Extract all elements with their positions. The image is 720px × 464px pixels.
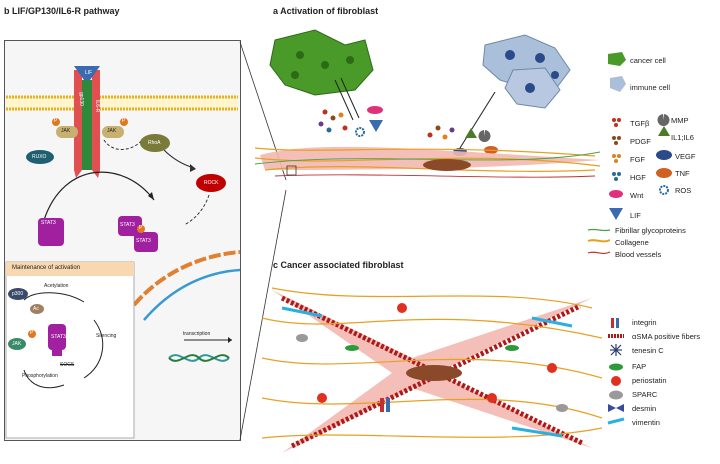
ros-icon bbox=[660, 186, 668, 194]
legend-integrin: integrin bbox=[632, 318, 657, 327]
acetylation-label: Acetylation bbox=[44, 283, 69, 289]
integrin-icon bbox=[611, 318, 614, 328]
immune-cell-icon bbox=[610, 76, 626, 92]
cell-membrane bbox=[6, 96, 238, 110]
cancer-cell-cluster bbox=[270, 30, 373, 95]
lif-receptor-label: LIF bbox=[85, 70, 93, 76]
legend-lif: LIF bbox=[630, 211, 641, 220]
panel-c-illustration bbox=[262, 278, 602, 462]
periostatin-icon bbox=[611, 376, 621, 386]
transcription-label: transcription bbox=[183, 331, 211, 337]
tnf-icon bbox=[656, 168, 672, 178]
legend-il1il6: IL1;IL6 bbox=[671, 133, 694, 142]
panel-c-title: c Cancer associated fibroblast bbox=[273, 260, 404, 270]
cancer-cell-icon bbox=[608, 52, 626, 66]
rock: ROCK bbox=[196, 174, 226, 192]
panel-a-illustration bbox=[255, 20, 605, 220]
rhoa: RhoA bbox=[140, 134, 170, 152]
legend-fap: FAP bbox=[632, 362, 647, 371]
acetyl-group: Ac bbox=[30, 304, 44, 314]
stat3-dimer-top: STAT3 bbox=[118, 216, 142, 236]
immune-cell-cluster bbox=[483, 35, 570, 108]
legend-vegf: VEGF bbox=[675, 152, 696, 161]
legend-immune-cell: immune cell bbox=[630, 83, 671, 92]
legend-hgf: HGF bbox=[630, 173, 646, 182]
gp130-label bbox=[84, 92, 90, 98]
desmin-icon bbox=[608, 404, 624, 412]
jak-right: JAK bbox=[102, 126, 124, 138]
phospho-right: P bbox=[120, 118, 128, 126]
legend-wnt: Wnt bbox=[630, 191, 644, 200]
maintenance-phospho: P bbox=[28, 330, 36, 338]
panel-a-title: a Activation of fibroblast bbox=[273, 6, 379, 16]
lif-gp130-il6r-receptor bbox=[74, 66, 100, 178]
legend-tgfb: TGFβ bbox=[630, 119, 650, 128]
silencing-label: Silencing bbox=[96, 333, 117, 339]
legend-pdgf: PDGF bbox=[630, 137, 651, 146]
jak-left: JAK bbox=[56, 126, 78, 138]
legend-asma: αSMA positive fibers bbox=[632, 332, 701, 341]
legend-vimentin: vimentin bbox=[632, 418, 660, 427]
legend-ros: ROS bbox=[675, 186, 692, 195]
stat3-monomer: STAT3 bbox=[38, 218, 64, 246]
legend-tenesin-c: tenesin C bbox=[632, 346, 664, 355]
maintenance-title: Maintenance of activation bbox=[12, 265, 81, 271]
legend-fgf: FGF bbox=[630, 155, 645, 164]
tenesin-c-icon bbox=[610, 344, 622, 356]
vimentin-icon bbox=[608, 419, 624, 423]
legend-cancer-cell: cancer cell bbox=[630, 56, 666, 65]
legend-blood-vessels: Blood vessels bbox=[615, 250, 662, 259]
p300: p300 bbox=[8, 288, 28, 300]
il1-il6-icon bbox=[658, 126, 670, 136]
phospho-left: P bbox=[52, 118, 60, 126]
vegf-icon bbox=[656, 150, 672, 160]
phosphorylation-label: Phosphorylation bbox=[22, 373, 58, 379]
maintenance-stat3-label: STAT3 bbox=[51, 334, 66, 340]
legend-fiber-icons bbox=[586, 224, 612, 264]
activated-fibroblast bbox=[255, 147, 600, 177]
mmp-icon bbox=[658, 114, 670, 126]
sparc-icon bbox=[609, 391, 623, 400]
fap-icon bbox=[609, 364, 623, 371]
legend-top-icons-right bbox=[654, 112, 674, 222]
stat3-dimer-bottom: STAT3 bbox=[134, 232, 158, 252]
ruxo-inhibitor: RUXO bbox=[26, 150, 54, 164]
legend-collagene: Collagene bbox=[615, 238, 649, 247]
maintenance-jak: JAK bbox=[8, 338, 26, 350]
legend-tnf: TNF bbox=[675, 169, 690, 178]
legend-bottom-icons bbox=[605, 318, 627, 434]
dimer-phospho: P bbox=[137, 225, 145, 233]
legend-sparc: SPARC bbox=[632, 390, 658, 399]
panel-b-title: b LIF/GP130/IL6-R pathway bbox=[4, 6, 120, 16]
legend-desmin: desmin bbox=[632, 404, 657, 413]
il6r-label bbox=[100, 100, 106, 106]
legend-mmp: MMP bbox=[671, 116, 689, 125]
legend-periostatin: periostatin bbox=[632, 376, 667, 385]
socs-label: SOCS bbox=[60, 362, 75, 368]
legend-fibrillar: Fibrillar glycoproteins bbox=[615, 226, 686, 235]
